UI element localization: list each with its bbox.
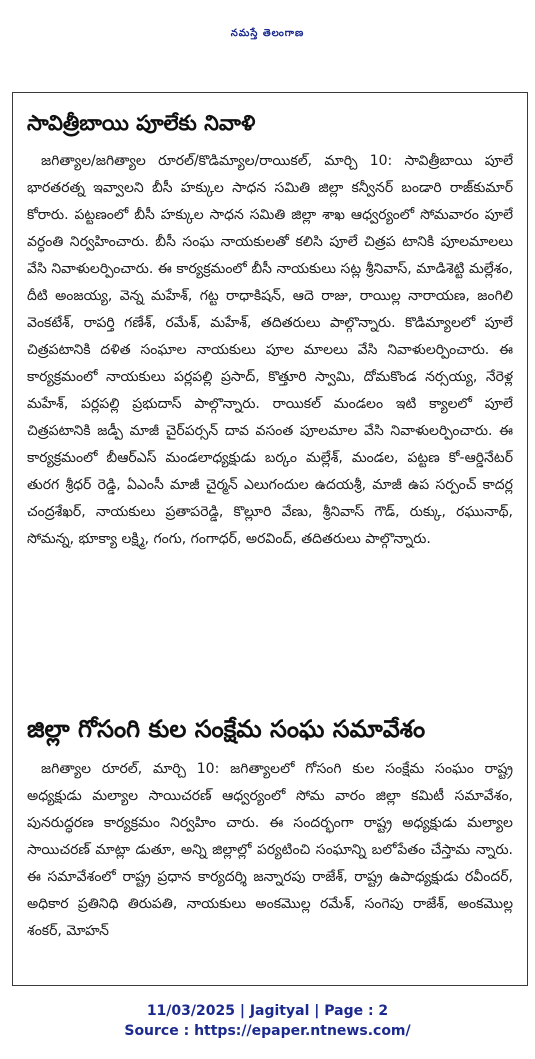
edition-info: 11/03/2025 | Jagityal | Page : 2 <box>146 1003 389 1019</box>
article-headline-1: సావిత్రీబాయి పూలేకు నివాళి <box>27 111 256 135</box>
article-body-2: జగిత్యాల రూరల్, మార్చి 10: జగిత్యాలలో గోసంగి కుల సంక్షేమ సంఘం రాష్ట్ర అధ్యక్షుడు మల్యాల సాయిచరణ్ ఆధ్వర్యంలో సోమ వారం జిల్లా కమిటీ సమావేశం, పునరుద్ధరణ కార్యక్రమం నిర్వహిం చారు. ఈ సందర్భంగా రాష్ట్ర అధ్యక్షుడు మల్యాల సాయిచరణ్ మాట్లా డుతూ, అన్ని జిల్లాల్లో పర్యటించి సంఘాన్ని బలోపేతం చేస్తామ న్నారు. ఈ సమావేశంలో రాష్ట్ర ప్రధాన కార్యదర్శి జన్నారపు రాజేశ్, రాష్ట్ర ఉపాధ్యక్షుడు రవీందర్, అధికార ప్రతినిధి తిరుపతి, నాయకులు అంకమొల్ల రమేశ్, సంగెపు రాజేశ్, అంకమొల్ల శంకర్, మోహన్ <box>27 761 513 939</box>
news-clipping <box>12 92 528 986</box>
masthead <box>0 0 535 70</box>
source-link[interactable]: Source : https://epaper.ntnews.com/ <box>124 1023 411 1039</box>
article-headline-2: జిల్లా గోసంగి కుల సంక్షేమ సంఘ సమావేశం <box>27 715 426 743</box>
newspaper-logo: నమస్తే తెలంగాణ <box>230 28 305 39</box>
article-body-1: జగిత్యాల/జగిత్యాల రూరల్/కొడిమ్యాల/రాయికల్, మార్చి 10: సావిత్రీబాయి పూలే భారతరత్న ఇవ్వాలని బీసీ హక్కుల సాధన సమితి జిల్లా కన్వీనర్ బండారి రాజ్‌కుమార్ కోరారు. పట్టణంలో బీసీ హక్కుల సాధన సమితి జిల్లా శాఖ ఆధ్వర్యంలో సోమవారం పూలే వర్ధంతి నిర్వహించారు. బీసీ సంఘ నాయకులతో కలిసి పూలే చిత్రప టానికి పూలమాలలు వేసి నివాళులర్పించారు. ఈ కార్యక్రమంలో బీసీ నాయకులు సట్ల శ్రీనివాస్, మాడిశెట్టి మల్లేశం, దీటి అంజయ్య, వెన్న మహేశ్, గట్ట రాధాకిషన్, ఆదె రాజు, రాయిల్ల నారాయణ, జంగిలి వెంకటేశ్, రాపర్తి గణేశ్, రమేశ్, మహేశ్, తదితరులు పాల్గొన్నారు. కొడిమ్యాలలో పూలే చిత్రపటానికి దళిత సంఘాల నాయకులు పూల మాలలు వేసి నివాళులర్పించారు. ఈ కార్యక్రమంలో నాయకులు పర్లపల్లి ప్రసాద్, కొత్తూరి స్వామి, దోమకొండ నర్సయ్య, నేరెళ్ల మహేశ్, పర్లపల్లి ప్రభుదాస్ పాల్గొన్నారు. రాయికల్ మండలం ఇటి క్యాలలో పూలే చిత్రపటానికి జడ్పీ మాజీ చైర్‌పర్సన్ దావ వసంత పూలమాల వేసి నివాళులర్పించారు. ఈ కార్యక్రమంలో బీఆర్‌ఎస్ మండలాధ్యక్షుడు బర్కం మల్లేశ్, మండల, పట్టణ కో-ఆర్డినేటర్ తురగ శ్రీధర్ రెడ్డి, ఏఎంసీ మాజీ చైర్మన్ ఎలుగందుల ఉదయశ్రీ, మాజీ ఉప సర్పంచ్ కాదర్ల చంద్రశేఖర్, నాయకులు ప్రతాపరెడ్డి, కొల్లూరి వేణు, శ్రీనివాస్ గౌడ్, రుక్కు, రఘునాథ్, సోమన్న, భూక్యా లక్ష్మి, గంగు, గంగాధర్, అరవింద్, తదితరులు పాల్గొన్నారు. <box>27 153 513 547</box>
